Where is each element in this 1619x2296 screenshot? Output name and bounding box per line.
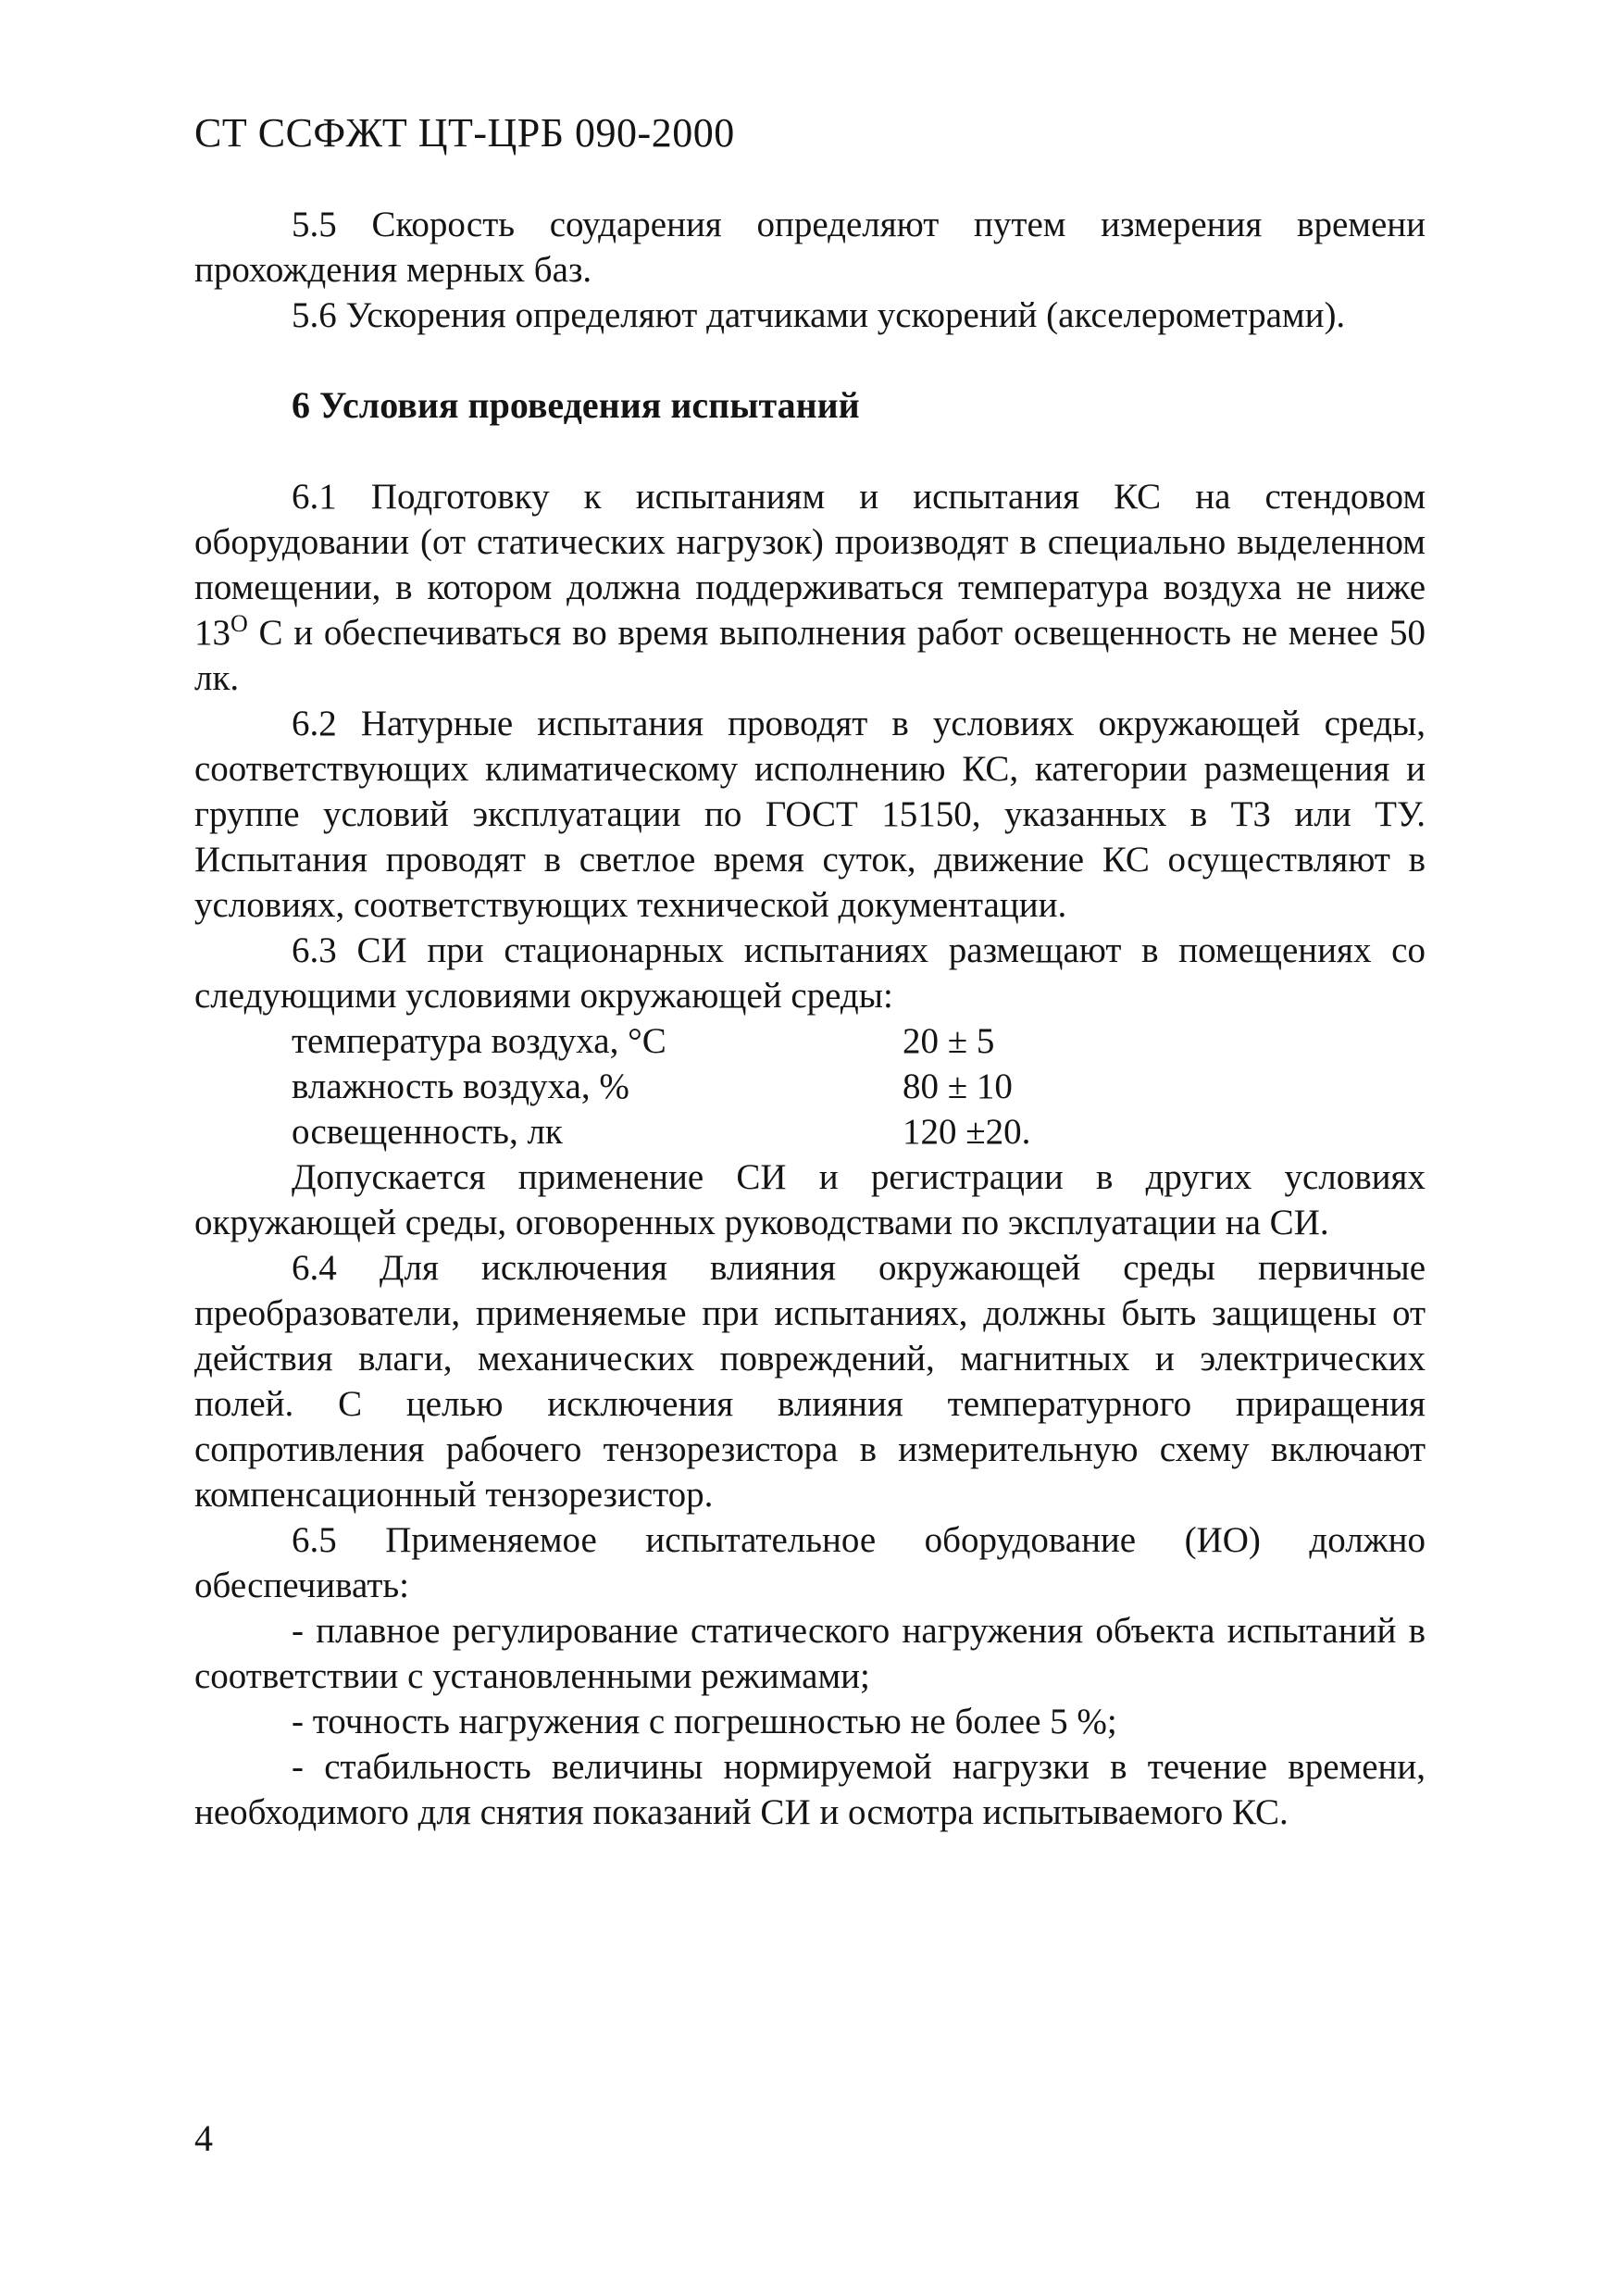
paragraph-6-1-text-b: С и обеспечиваться во время выполнения работ освещенность не менее 50 лк. (194, 613, 1426, 698)
paragraph-6-1-text-a: 6.1 Подготовку к испытаниям и испытания КС на стендовом оборудовании (от статических нагрузок) производят в специально выделенном помещении, в котором должна поддерживаться температура воздуха не ниже 13 (194, 477, 1426, 653)
paragraph-6-1 (194, 474, 1426, 701)
condition-label: влажность воздуха, % (292, 1067, 629, 1106)
paragraph-5-6: 5.6 Ускорения определяют датчиками ускорений (акселерометрами). (292, 295, 1346, 335)
list-item: - плавное регулирование статического нагружения объекта испытаний в соответствии с установленными режимами; (194, 1611, 1426, 1696)
condition-row (194, 1109, 1426, 1154)
condition-row (194, 1064, 1426, 1109)
conditions-list (194, 1018, 1426, 1154)
section-6-heading: 6 Условия проведения испытаний (292, 384, 860, 426)
condition-label: освещенность, лк (292, 1112, 563, 1152)
list-item: - точность нагружения с погрешностью не более 5 %; (292, 1702, 1117, 1741)
condition-value: 120 ±20. (903, 1112, 1031, 1152)
page-number: 4 (194, 2117, 213, 2159)
degree-superscript: О (230, 610, 248, 637)
paragraph-6-2: 6.2 Натурные испытания проводят в условиях окружающей среды, соответствующих климатическому исполнению КС, категории размещения и группе условий эксплуатации по ГОСТ 15150, указанных в ТЗ или ТУ. Испытания проводят в светлое время суток, движение КС осуществляют в условиях, соответствующих технической документации. (194, 704, 1426, 925)
document-body (194, 202, 1426, 1835)
condition-value: 20 ± 5 (903, 1021, 995, 1061)
paragraph-5-5: 5.5 Скорость соударения определяют путем измерения времени прохождения мерных баз. (194, 205, 1426, 290)
paragraph-6-3-note: Допускается применение СИ и регистрации в других условиях окружающей среды, оговоренных руководствами по эксплуатации на СИ. (194, 1157, 1426, 1242)
paragraph-6-3: 6.3 СИ при стационарных испытаниях размещают в помещениях со следующими условиями окружающей среды: (194, 930, 1426, 1016)
condition-value: 80 ± 10 (903, 1067, 1013, 1106)
list-item: - стабильность величины нормируемой нагрузки в течение времени, необходимого для снятия показаний СИ и осмотра испытываемого КС. (194, 1747, 1426, 1832)
condition-label: температура воздуха, °С (292, 1021, 666, 1061)
paragraph-6-5: 6.5 Применяемое испытательное оборудование (ИО) должно обеспечивать: (194, 1520, 1426, 1605)
paragraph-6-4: 6.4 Для исключения влияния окружающей среды первичные преобразователи, применяемые при испытаниях, должны быть защищены от действия влаги, механических повреждений, магнитных и электрических полей. С целью исключения влияния температурного приращения сопротивления рабочего тензорезистора в измерительную схему включают компенсационный тензорезистор. (194, 1248, 1426, 1515)
document-header: СТ ССФЖТ ЦТ-ЦРБ 090-2000 (194, 110, 735, 156)
condition-row (194, 1018, 1426, 1064)
